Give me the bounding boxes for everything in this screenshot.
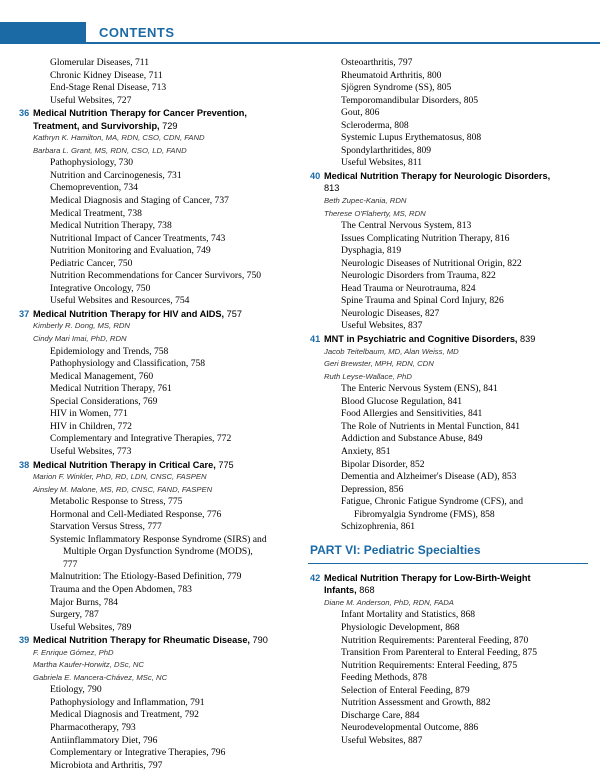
toc-entry-title: Discharge Care, — [341, 709, 406, 721]
toc-entry — [310, 220, 560, 233]
toc-entry-title: Dysphagia, — [341, 245, 387, 257]
toc-entry — [19, 220, 269, 233]
toc-page-number: 777 — [63, 558, 78, 570]
toc-entry-title: Useful Websites, — [50, 94, 117, 106]
toc-entry-title: Medical Treatment, — [50, 207, 128, 219]
toc-page-number: 841 — [447, 395, 462, 407]
chapter-heading — [310, 572, 560, 597]
toc-entry — [310, 672, 560, 685]
toc-page-number: 730 — [118, 157, 134, 169]
toc-entry-title: Issues Complicating Nutrition Therapy, — [341, 232, 496, 244]
toc-entry — [19, 446, 269, 459]
toc-entry — [19, 182, 269, 195]
toc-entry — [310, 635, 560, 648]
toc-entry-title: Schizophrenia, — [341, 521, 401, 533]
toc-column-right — [310, 57, 560, 747]
toc-page-number: 796 — [143, 734, 158, 746]
toc-entry — [310, 233, 560, 246]
toc-page-number: 819 — [386, 245, 402, 257]
toc-page-number: 731 — [167, 169, 182, 181]
toc-entry-title: Chemoprevention, — [50, 182, 124, 194]
toc-page-number: 808 — [394, 119, 409, 131]
toc-entry — [310, 622, 560, 635]
chapter-author: Marion F. Winkler, PhD, RD, LDN, CNSC, FASPEN — [33, 472, 207, 482]
toc-page-number: 805 — [436, 82, 452, 94]
toc-entry-title: Metabolic Response to Stress, — [50, 496, 169, 508]
toc-page-number: 792 — [184, 709, 199, 721]
toc-entry-title: Useful Websites, — [50, 445, 117, 457]
toc-page-number: 750 — [135, 282, 151, 294]
toc-page-number: 773 — [117, 445, 132, 457]
toc-entry — [19, 684, 269, 697]
toc-entry — [19, 697, 269, 710]
toc-entry-title: HIV in Children, — [50, 420, 118, 432]
toc-page-number: 791 — [190, 696, 205, 708]
toc-page-number: 875 — [522, 647, 538, 659]
toc-entry-title: Nutrition Assessment and Growth, — [341, 697, 477, 709]
toc-page-number: 797 — [398, 57, 413, 68]
toc-entry — [310, 660, 560, 673]
toc-entry — [19, 371, 269, 384]
part-rule — [308, 563, 588, 564]
toc-entry — [19, 747, 269, 760]
toc-entry — [310, 295, 560, 308]
toc-entry — [310, 496, 560, 521]
toc-page-number: 868 — [460, 609, 476, 621]
toc-entry-title: Systemic Inflammatory Response Syndrome (SIRS) and Multiple Organ Dysfunction Syndrome (MODS), — [50, 533, 267, 558]
toc-entry-title: Useful Websites, — [341, 734, 408, 746]
toc-entry-title: Depression, — [341, 483, 389, 495]
toc-page-number: 737 — [214, 195, 229, 207]
toc-entry-title: Neurologic Diseases of Nutritional Origin, — [341, 257, 508, 269]
chapter-page-number: 790 — [252, 635, 268, 646]
toc-page-number: 853 — [502, 471, 517, 483]
chapter-author: Cindy Mari Imai, PhD, RDN — [33, 334, 127, 344]
toc-page-number: 772 — [117, 420, 132, 432]
toc-entry — [19, 421, 269, 434]
toc-page-number: 886 — [463, 722, 479, 734]
toc-entry-title: Useful Websites, — [341, 320, 408, 332]
toc-page-number: 776 — [206, 508, 222, 520]
toc-entry — [310, 145, 560, 158]
toc-entry-title: Trauma and the Open Abdomen, — [50, 583, 178, 595]
toc-entry — [19, 722, 269, 735]
toc-entry — [310, 283, 560, 296]
toc-entry-title: Major Burns, — [50, 596, 104, 608]
toc-entry — [19, 95, 269, 108]
toc-entry-title: Pathophysiology, — [50, 157, 119, 169]
toc-entry — [310, 157, 560, 170]
toc-entry-title: Spondylarthritides, — [341, 144, 417, 156]
chapter-number: 36 — [19, 108, 30, 119]
toc-page-number: 761 — [157, 383, 172, 395]
toc-entry — [310, 245, 560, 258]
toc-entry-title: Complementary or Integrative Therapies, — [50, 747, 211, 759]
toc-page-number: 783 — [177, 583, 192, 595]
toc-page-number: 769 — [143, 395, 158, 407]
part-heading-block — [310, 543, 560, 564]
toc-entry — [19, 283, 269, 296]
toc-entry-title: Chronic Kidney Disease, — [50, 69, 149, 81]
chapter-page-number: 729 — [162, 120, 178, 131]
chapter-title: Medical Nutrition Therapy for Neurologic Disorders, — [324, 170, 551, 181]
toc-page-number: 750 — [246, 270, 262, 282]
toc-page-number: 837 — [408, 320, 423, 332]
toc-entry-title: Neurologic Disorders from Trauma, — [341, 270, 482, 282]
toc-page-number: 822 — [507, 257, 522, 269]
toc-page-number: 711 — [135, 57, 150, 68]
toc-page-number: 824 — [461, 282, 476, 294]
toc-entry — [19, 270, 269, 283]
toc-entry — [310, 408, 560, 421]
toc-entry-title: Bipolar Disorder, — [341, 458, 411, 470]
toc-entry-title: Dementia and Alzheimer's Disease (AD), — [341, 471, 503, 483]
toc-entry-title: Transition From Parenteral to Enteral Feeding, — [341, 647, 523, 659]
toc-page-number: 797 — [148, 759, 163, 771]
toc-page-number: 771 — [113, 408, 128, 420]
toc-page-number: 787 — [84, 609, 99, 621]
toc-entry-title: Surgery, — [50, 609, 85, 621]
chapter-heading — [19, 634, 269, 647]
chapter-title: Medical Nutrition Therapy for Cancer Prevention, Treatment, and Survivorship, — [33, 108, 247, 131]
toc-entry-title: Integrative Oncology, — [50, 282, 136, 294]
toc-page-number: 878 — [412, 672, 428, 684]
chapter-heading — [310, 333, 560, 346]
toc-entry-title: Useful Websites, — [341, 157, 408, 169]
toc-page-number: 805 — [463, 94, 479, 106]
toc-entry-title: Medical Diagnosis and Staging of Cancer, — [50, 195, 215, 207]
toc-entry-title: Physiologic Development, — [341, 621, 446, 633]
toc-entry — [19, 157, 269, 170]
toc-page-number: 777 — [147, 521, 162, 533]
toc-entry-title: Special Considerations, — [50, 395, 143, 407]
toc-page-number: 811 — [408, 157, 423, 169]
toc-entry — [19, 383, 269, 396]
chapter-author: Jacob Teitelbaum, MD, Alan Weiss, MD — [324, 346, 459, 356]
toc-page-number: 822 — [481, 270, 496, 282]
toc-entry-title: Anxiety, — [341, 445, 377, 457]
toc-page-number: 849 — [468, 433, 483, 445]
toc-page-number: 816 — [495, 232, 510, 244]
chapter-title: MNT in Psychiatric and Cognitive Disorders, — [324, 334, 521, 345]
toc-entry — [19, 597, 269, 610]
toc-entry — [19, 509, 269, 522]
toc-page-number: 841 — [505, 420, 521, 432]
toc-page-number: 738 — [157, 220, 172, 232]
toc-entry — [19, 295, 269, 308]
toc-entry-title: Nutrition Requirements: Parenteral Feeding, — [341, 634, 514, 646]
chapter-page-number: 757 — [226, 308, 242, 319]
toc-entry-title: End-Stage Renal Disease, — [50, 82, 152, 94]
toc-entry — [19, 57, 269, 70]
chapter-author: Kimberly R. Dong, MS, RDN — [33, 321, 130, 331]
toc-entry-title: Useful Websites, — [50, 621, 117, 633]
chapter-author: Diane M. Anderson, PhD, RDN, FADA — [324, 597, 454, 607]
toc-page-number: 856 — [388, 483, 404, 495]
toc-entry — [19, 358, 269, 371]
toc-entry — [19, 521, 269, 534]
toc-entry — [310, 459, 560, 472]
toc-page-number: 790 — [87, 684, 102, 696]
toc-entry — [310, 383, 560, 396]
toc-entry — [19, 233, 269, 246]
chapter-author: F. Enrique Gómez, PhD — [33, 647, 114, 657]
toc-entry — [19, 584, 269, 597]
toc-entry-title: Nutrition Recommendations for Cancer Survivors, — [50, 270, 247, 282]
chapter-heading — [310, 170, 560, 195]
toc-entry-title: Fatigue, Chronic Fatigue Syndrome (CFS), and Fibromyalgia Syndrome (FMS), — [341, 496, 524, 520]
chapter-number: 37 — [19, 308, 30, 319]
toc-entry — [19, 245, 269, 258]
chapter-page-number: 868 — [359, 585, 375, 596]
toc-entry — [310, 95, 560, 108]
toc-entry-title: The Central Nervous System, — [341, 220, 457, 232]
chapter-author: Therese O'Flaherty, MS, RDN — [324, 208, 426, 218]
chapter-page-number: 813 — [324, 183, 340, 194]
toc-entry — [19, 195, 269, 208]
toc-page-number: 868 — [445, 621, 460, 633]
toc-entry-title: Useful Websites and Resources, — [50, 295, 176, 307]
toc-entry-title: Rheumatoid Arthritis, — [341, 69, 428, 81]
chapter-title: Medical Nutrition Therapy for Rheumatic Disease, — [33, 635, 253, 646]
chapter-number: 39 — [19, 635, 30, 646]
chapter-title: Medical Nutrition Therapy for Low-Birth-Weight Infants, — [324, 572, 531, 596]
toc-page-number: 826 — [489, 295, 504, 307]
toc-entry — [310, 647, 560, 660]
toc-entry-title: Selection of Enteral Feeding, — [341, 684, 456, 696]
toc-entry-title: Infant Mortality and Statistics, — [341, 609, 461, 621]
toc-entry-title: Nutrition Requirements: Enteral Feeding, — [341, 659, 503, 671]
toc-entry-title: Systemic Lupus Erythematosus, — [341, 132, 467, 144]
toc-page-number: 743 — [210, 232, 226, 244]
toc-page-number: 738 — [127, 207, 142, 219]
toc-entry-title: Osteoarthritis, — [341, 57, 399, 68]
toc-entry — [19, 571, 269, 584]
toc-page-number: 800 — [427, 69, 442, 81]
toc-entry-title: Pathophysiology and Inflammation, — [50, 696, 191, 708]
toc-page-number: 841 — [467, 408, 483, 420]
toc-entry — [310, 710, 560, 723]
toc-entry — [19, 70, 269, 83]
chapter-heading — [19, 308, 269, 321]
toc-entry-title: Pathophysiology and Classification, — [50, 358, 191, 370]
page-number-tab — [0, 22, 86, 62]
toc-page-number: 758 — [190, 358, 206, 370]
toc-entry — [19, 208, 269, 221]
chapter-number: 40 — [310, 170, 321, 181]
part-heading: PART VI: Pediatric Specialties — [310, 542, 481, 557]
toc-page-number: 813 — [456, 220, 472, 232]
toc-page-number: 858 — [480, 508, 495, 520]
toc-entry — [310, 471, 560, 484]
toc-entry-title: Temporomandibular Disorders, — [341, 94, 464, 106]
toc-entry — [310, 484, 560, 497]
toc-page-number: 884 — [405, 709, 420, 721]
toc-page-number: 806 — [364, 107, 380, 119]
chapter-author: Ruth Leyse-Wallace, PhD — [324, 371, 412, 381]
toc-entry-title: Food Allergies and Sensitivities, — [341, 408, 468, 420]
toc-page-number: 784 — [103, 596, 118, 608]
toc-entry-title: Nutrition and Carcinogenesis, — [50, 169, 168, 181]
toc-entry-title: HIV in Women, — [50, 408, 114, 420]
toc-page-number: 758 — [153, 345, 169, 357]
toc-page-number: 750 — [118, 257, 133, 269]
chapter-author: Gabriela E. Mancera-Chávez, MSc, NC — [33, 672, 168, 682]
toc-entry — [19, 496, 269, 509]
toc-entry — [19, 735, 269, 748]
toc-page-number: 796 — [211, 747, 226, 759]
toc-entry-title: Nutritional Impact of Cancer Treatments, — [50, 232, 211, 244]
toc-entry — [19, 258, 269, 271]
toc-entry-title: Etiology, — [50, 684, 88, 696]
toc-column-left — [19, 57, 269, 772]
chapter-number: 42 — [310, 572, 321, 583]
toc-entry — [310, 57, 560, 70]
chapter-heading — [19, 107, 269, 132]
toc-entry — [310, 82, 560, 95]
chapter-title: Medical Nutrition Therapy in Critical Care, — [33, 459, 219, 470]
toc-page-number: 882 — [476, 697, 491, 709]
toc-entry — [310, 446, 560, 459]
toc-page-number: 713 — [151, 82, 167, 94]
toc-entry-title: Blood Glucose Regulation, — [341, 395, 448, 407]
toc-entry — [310, 521, 560, 534]
toc-entry-title: Sjögren Syndrome (SS), — [341, 82, 437, 94]
page-number: xvi — [12, 47, 28, 62]
toc-entry-title: Head Trauma or Neurotrauma, — [341, 282, 462, 294]
chapter-author: Beth Zupec-Kania, RDN — [324, 196, 407, 206]
chapter-title: Medical Nutrition Therapy for HIV and AIDS, — [33, 308, 227, 319]
toc-entry-title: Neurodevelopmental Outcome, — [341, 722, 464, 734]
toc-entry — [19, 346, 269, 359]
toc-entry-title: Starvation Versus Stress, — [50, 521, 148, 533]
chapter-page-number: 775 — [218, 459, 234, 470]
header-rule — [86, 42, 600, 44]
toc-page-number: 779 — [227, 571, 242, 583]
chapter-author: Barbara L. Grant, MS, RDN, CSO, LD, FAND — [33, 145, 187, 155]
toc-entry — [19, 609, 269, 622]
toc-entry-title: The Enteric Nervous System (ENS), — [341, 383, 484, 395]
toc-entry-title: Glomerular Diseases, — [50, 57, 135, 68]
toc-entry — [19, 396, 269, 409]
toc-entry — [310, 320, 560, 333]
chapter-author: Geri Brewster, MPH, RDN, CDN — [324, 359, 434, 369]
toc-entry-title: Nutrition Monitoring and Evaluation, — [50, 245, 197, 257]
toc-entry — [310, 120, 560, 133]
toc-page-number: 808 — [466, 132, 482, 144]
toc-page-number: 852 — [410, 458, 425, 470]
chapter-author: Martha Kaufer-Horwitz, DSc, NC — [33, 660, 144, 670]
toc-page-number: 841 — [483, 383, 498, 395]
toc-page-number: 861 — [400, 521, 416, 533]
toc-page-number: 754 — [175, 295, 190, 307]
toc-entry — [310, 722, 560, 735]
chapter-number: 38 — [19, 459, 30, 470]
toc-entry-title: Spine Trauma and Spinal Cord Injury, — [341, 295, 490, 307]
toc-entry — [310, 433, 560, 446]
toc-page-number: 789 — [117, 621, 132, 633]
toc-entry — [310, 308, 560, 321]
toc-entry-title: Malnutrition: The Etiology-Based Definition, — [50, 571, 228, 583]
toc-page-number: 870 — [513, 634, 529, 646]
toc-entry — [310, 421, 560, 434]
toc-page-number: 879 — [455, 684, 470, 696]
toc-entry-title: Complementary and Integrative Therapies, — [50, 433, 217, 445]
toc-page-number: 734 — [123, 182, 138, 194]
toc-entry — [310, 258, 560, 271]
toc-entry-title: Pharmacotherapy, — [50, 721, 122, 733]
toc-entry-title: Feeding Methods, — [341, 672, 413, 684]
toc-entry — [19, 534, 269, 572]
chapter-page-number: 839 — [520, 334, 536, 345]
toc-entry-title: The Role of Nutrients in Mental Function, — [341, 420, 506, 432]
toc-page-number: 793 — [121, 721, 136, 733]
toc-page-number: 887 — [408, 734, 423, 746]
page-header — [0, 0, 600, 62]
toc-entry — [310, 107, 560, 120]
toc-entry — [310, 132, 560, 145]
toc-page-number: 727 — [117, 94, 132, 106]
toc-entry — [19, 760, 269, 772]
toc-entry-title: Antiinflammatory Diet, — [50, 734, 143, 746]
chapter-number: 41 — [310, 334, 321, 345]
toc-page-number: 851 — [376, 445, 391, 457]
toc-page-number: 875 — [502, 659, 518, 671]
chapter-author: Kathryn K. Hamilton, MA, RDN, CSO, CDN, FAND — [33, 133, 205, 143]
toc-entry-title: Medical Diagnosis and Treatment, — [50, 709, 185, 721]
toc-entry — [310, 685, 560, 698]
toc-entry — [19, 433, 269, 446]
toc-page-number: 809 — [416, 144, 432, 156]
toc-entry — [19, 170, 269, 183]
page-title: CONTENTS — [99, 25, 175, 40]
toc-page-number: 749 — [196, 245, 211, 257]
toc-entry-title: Neurologic Diseases, — [341, 307, 425, 319]
toc-entry-title: Pediatric Cancer, — [50, 257, 119, 269]
toc-entry-title: Hormonal and Cell-Mediated Response, — [50, 508, 207, 520]
toc-page-number: 760 — [138, 370, 154, 382]
toc-entry-title: Gout, — [341, 107, 365, 119]
toc-entry-title: Medical Nutrition Therapy, — [50, 220, 158, 232]
toc-page-number: 775 — [168, 496, 183, 508]
toc-entry — [310, 735, 560, 748]
toc-entry — [310, 270, 560, 283]
toc-entry-title: Scleroderma, — [341, 119, 395, 131]
toc-page-number: 772 — [216, 433, 232, 445]
toc-entry — [310, 70, 560, 83]
chapter-author: Ainsley M. Malone, MS, RD, CNSC, FAND, FASPEN — [33, 484, 213, 494]
toc-page-number: 711 — [148, 69, 163, 81]
toc-entry — [19, 82, 269, 95]
toc-entry — [310, 396, 560, 409]
toc-entry — [19, 622, 269, 635]
toc-entry-title: Medical Management, — [50, 370, 139, 382]
toc-entry-title: Addiction and Substance Abuse, — [341, 433, 469, 445]
toc-entry — [310, 697, 560, 710]
chapter-heading — [19, 459, 269, 472]
toc-entry-title: Epidemiology and Trends, — [50, 345, 154, 357]
toc-entry — [19, 408, 269, 421]
toc-entry — [19, 709, 269, 722]
toc-entry-title: Microbiota and Arthritis, — [50, 759, 149, 771]
toc-page-number: 827 — [424, 307, 440, 319]
toc-entry-title: Medical Nutrition Therapy, — [50, 383, 158, 395]
toc-entry — [310, 609, 560, 622]
